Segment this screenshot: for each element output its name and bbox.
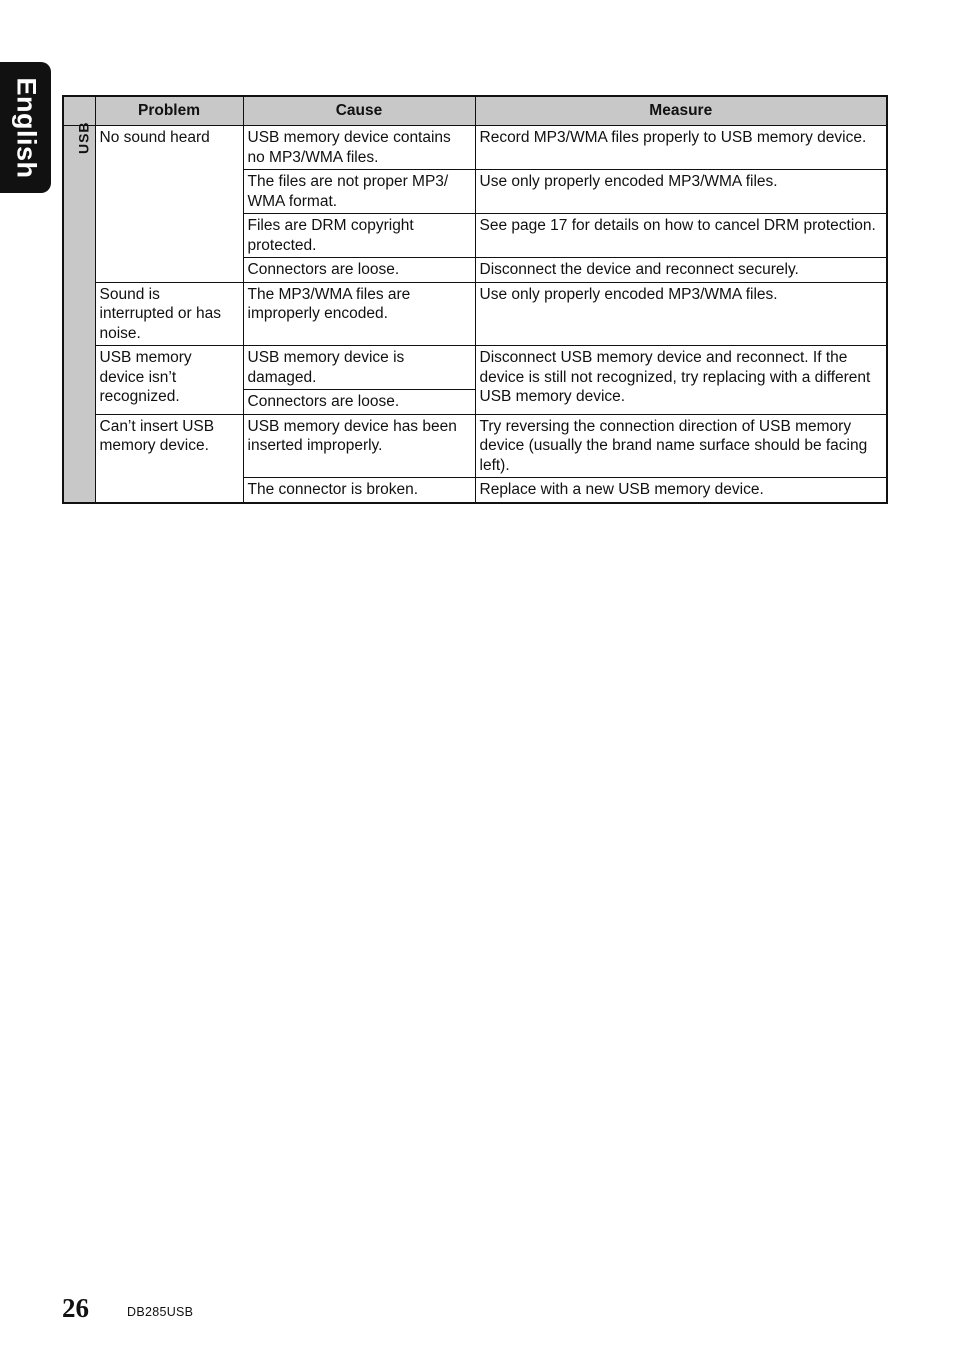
measure-cell: Try reversing the connection direction of USB memory device (usually the brand name surface should be facing left).	[475, 414, 887, 478]
measure-cell: See page 17 for details on how to cancel DRM protection.	[475, 214, 887, 258]
table-row	[63, 414, 887, 478]
measure-cell: Replace with a new USB memory device.	[475, 478, 887, 503]
cause-cell: The MP3/WMA files are improperly encoded.	[243, 282, 475, 346]
measure-cell: Disconnect USB memory device and reconnect. If the device is still not recognized, try replacing with a different USB memory device.	[475, 346, 887, 415]
table-header-row	[63, 96, 887, 126]
problem-cell: No sound heard	[95, 126, 243, 283]
model-number: DB285USB	[127, 1305, 194, 1319]
cause-cell: Connectors are loose.	[243, 390, 475, 415]
header-cause: Cause	[243, 96, 475, 126]
problem-cell: USB memory device isn’t recognized.	[95, 346, 243, 415]
measure-cell: Use only properly encoded MP3/WMA files.	[475, 282, 887, 346]
measure-cell: Use only properly encoded MP3/WMA files.	[475, 170, 887, 214]
troubleshooting-table	[62, 95, 888, 504]
table-row	[63, 282, 887, 346]
table-row	[63, 126, 887, 170]
cause-cell: Connectors are loose.	[243, 258, 475, 283]
category-cell	[63, 121, 95, 503]
measure-cell: Record MP3/WMA files properly to USB memory device.	[475, 126, 887, 170]
problem-cell: Can’t insert USB memory device.	[95, 414, 243, 503]
cause-cell: The connector is broken.	[243, 478, 475, 503]
language-tab	[0, 62, 51, 193]
language-tab-label: English	[11, 76, 41, 179]
cause-cell: USB memory device is damaged.	[243, 346, 475, 390]
cause-cell: USB memory device contains no MP3/WMA files.	[243, 126, 475, 170]
page-number: 26	[62, 1293, 89, 1323]
header-problem: Problem	[95, 96, 243, 126]
cause-cell: USB memory device has been inserted improperly.	[243, 414, 475, 478]
problem-cell: Sound is interrupted or has noise.	[95, 282, 243, 346]
header-measure: Measure	[475, 96, 887, 126]
measure-cell: Disconnect the device and reconnect securely.	[475, 258, 887, 283]
cause-cell: The files are not proper MP3/ WMA format.	[243, 170, 475, 214]
table-row	[63, 346, 887, 390]
category-label: USB	[75, 121, 92, 155]
cause-cell: Files are DRM copyright protected.	[243, 214, 475, 258]
